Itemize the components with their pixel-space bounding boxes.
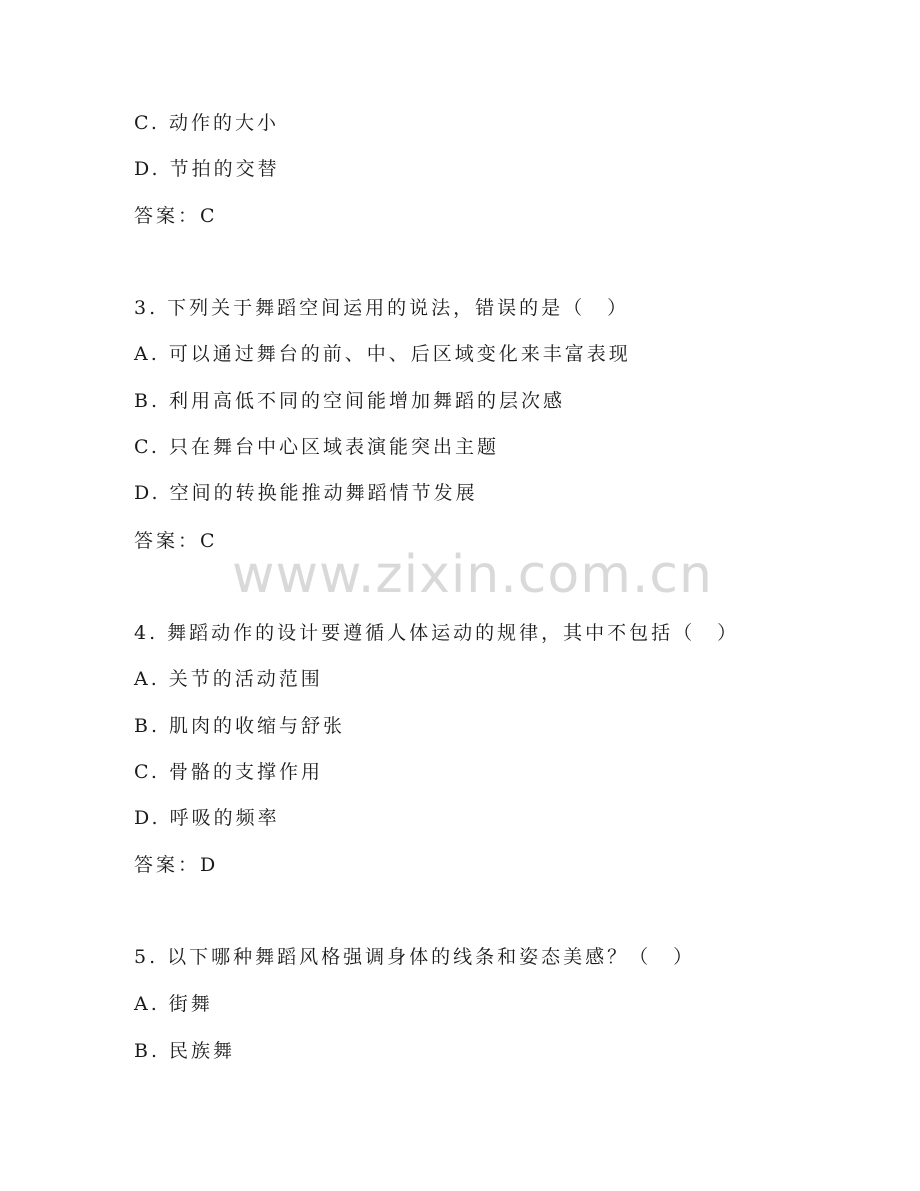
q4-option-d: D. 呼吸的频率: [134, 807, 280, 829]
q2-answer: 答案：C: [134, 205, 218, 227]
q3-answer: 答案：C: [134, 530, 218, 552]
watermark: www.zixin.com.cn: [232, 545, 713, 605]
q3-option-c: C. 只在舞台中心区域表演能突出主题: [134, 436, 499, 458]
q4-question: 4. 舞蹈动作的设计要遵循人体运动的规律，其中不包括（ ）: [134, 622, 740, 644]
q4-option-a: A. 关节的活动范围: [134, 668, 323, 690]
q3-option-a: A. 可以通过舞台的前、中、后区域变化来丰富表现: [134, 343, 631, 365]
q5-question: 5. 以下哪种舞蹈风格强调身体的线条和姿态美感？（ ）: [134, 946, 696, 968]
q4-option-c: C. 骨骼的支撑作用: [134, 761, 323, 783]
q5-option-b: B. 民族舞: [134, 1040, 236, 1062]
q5-option-a: A. 街舞: [134, 993, 213, 1015]
q2-option-d: D. 节拍的交替: [134, 158, 280, 180]
q3-option-d: D. 空间的转换能推动舞蹈情节发展: [134, 482, 478, 504]
q2-option-c: C. 动作的大小: [134, 112, 279, 134]
q3-option-b: B. 利用高低不同的空间能增加舞蹈的层次感: [134, 390, 566, 412]
q4-answer: 答案：D: [134, 854, 219, 876]
q3-question: 3. 下列关于舞蹈空间运用的说法，错误的是（ ）: [134, 297, 630, 319]
q4-option-b: B. 肌肉的收缩与舒张: [134, 715, 346, 737]
